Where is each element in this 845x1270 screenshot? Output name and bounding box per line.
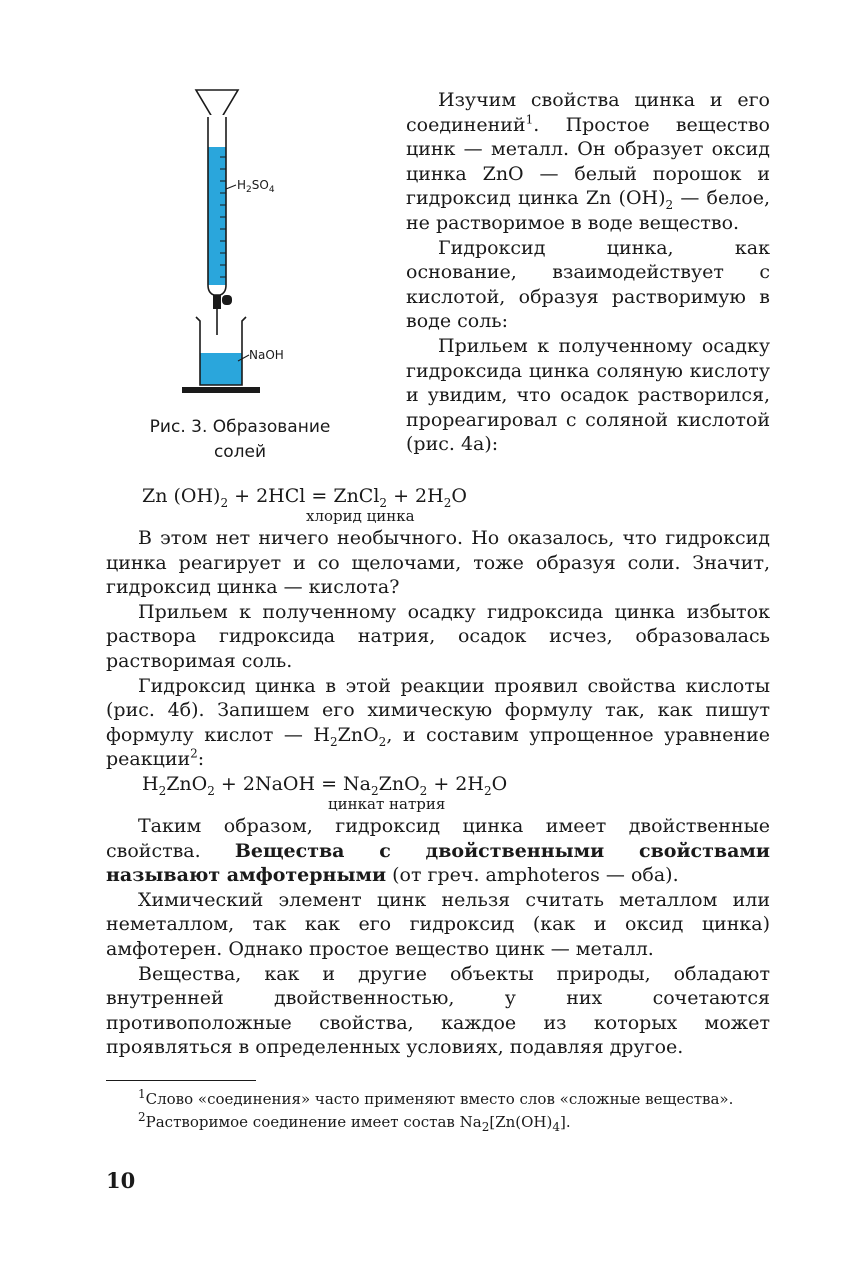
equation-product-label: хлорид цинка: [306, 507, 415, 525]
paragraph-hcl-experiment: Прильем к полученному осадку гидроксида цинка соляную кислоту и увидим, что осадок растворился, прореагировал с соляной кислотой (рис. 4а):: [406, 334, 770, 456]
paragraph-amphoteric-definition: Таким образом, гидроксид цинка имеет двойственные свойства. Вещества с двойственными свойствами называют амфотерными (от греч. amphoteros — оба).: [106, 814, 770, 887]
figure-caption: [140, 415, 340, 465]
footnotes: [106, 1088, 770, 1134]
figure-caption-line1: Рис. 3. Образование: [149, 417, 331, 437]
figure-caption-line2: солей: [213, 442, 267, 462]
figure-burette-titration: [140, 85, 380, 465]
footnote-divider: [106, 1080, 256, 1081]
paragraph-hydroxide-base: Гидроксид цинка, как основание, взаимодействует с кислотой, образуя растворимую в воде соль:: [406, 236, 770, 333]
burette-apparatus-illustration: [140, 85, 380, 410]
paragraph-duality: Вещества, как и другие объекты природы, обладают внутренней двойственностью, у них сочетаются противоположные свойства, каждое из которых может проявляться в определенных условиях, подавляя другое.: [106, 962, 770, 1059]
paragraph-acid-properties: Гидроксид цинка в этой реакции проявил свойства кислоты (рис. 4б). Запишем его химическую формулу так, как пишут формулу кислот — $H_2ZnO_2$, и составим упрощенное уравнение реакции$^2$:: [106, 674, 770, 771]
base-liquid: [200, 353, 242, 385]
equation-zinc-naoh: $H_2ZnO_2$ + 2NaOH = $Na_2ZnO_2 + 2H_2O$ цинкат натрия: [106, 772, 770, 812]
acid-liquid: [208, 147, 226, 285]
naoh-label: NaOH: [249, 348, 284, 362]
main-text: [106, 484, 770, 1060]
right-column-text: [406, 88, 770, 457]
equation-product-label: цинкат натрия: [328, 794, 446, 813]
equation-zinc-hcl: Zn $(OH)_2 + 2HCl$ = ZnCl$_2$ + $2H_2O$ хлорид цинка: [106, 484, 770, 524]
definition-bold: Вещества с двойственными свойствами называют амфотерными: [106, 839, 770, 887]
h2so4-label: $H_2SO_4$: [237, 178, 275, 195]
footnote-ref-2: 2: [190, 747, 198, 762]
footnote-ref-1: 1: [525, 112, 534, 127]
stopcock-icon: [213, 295, 221, 309]
paragraph-naoh-experiment: Прильем к полученному осадку гидроксида цинка избыток раствора гидроксида натрия, осадок исчез, образовалась растворимая соль.: [106, 600, 770, 672]
stand-base: [182, 387, 260, 393]
paragraph-zinc-element: Химический элемент цинк нельзя считать металлом или неметаллом, так как его гидроксид (как и оксид цинка) амфотерен. Однако простое вещество цинк — металл.: [106, 888, 770, 960]
footnote-1: $^1$Слово «соединения» часто применяют вместо слов «сложные вещества».: [138, 1087, 734, 1108]
footnote-2: $^2$Растворимое соединение имеет состав $Na_2[Zn(OH)_4]$.: [138, 1110, 571, 1134]
paragraph-alkali: В этом нет ничего необычного. Но оказалось, что гидроксид цинка реагирует и со щелочами, тоже образуя соли. Значит, гидроксид цинка — кислота?: [106, 527, 770, 599]
page-number: 10: [106, 1168, 136, 1193]
paragraph-zinc-properties: Изучим свойства цинка и его соединений$^1$. Простое вещество цинк — металл. Он образует оксид цинка ZnO — белый порошок и гидроксид цинка Zn $(OH)_2$ — белое, не растворимое в воде вещество.: [406, 89, 770, 234]
